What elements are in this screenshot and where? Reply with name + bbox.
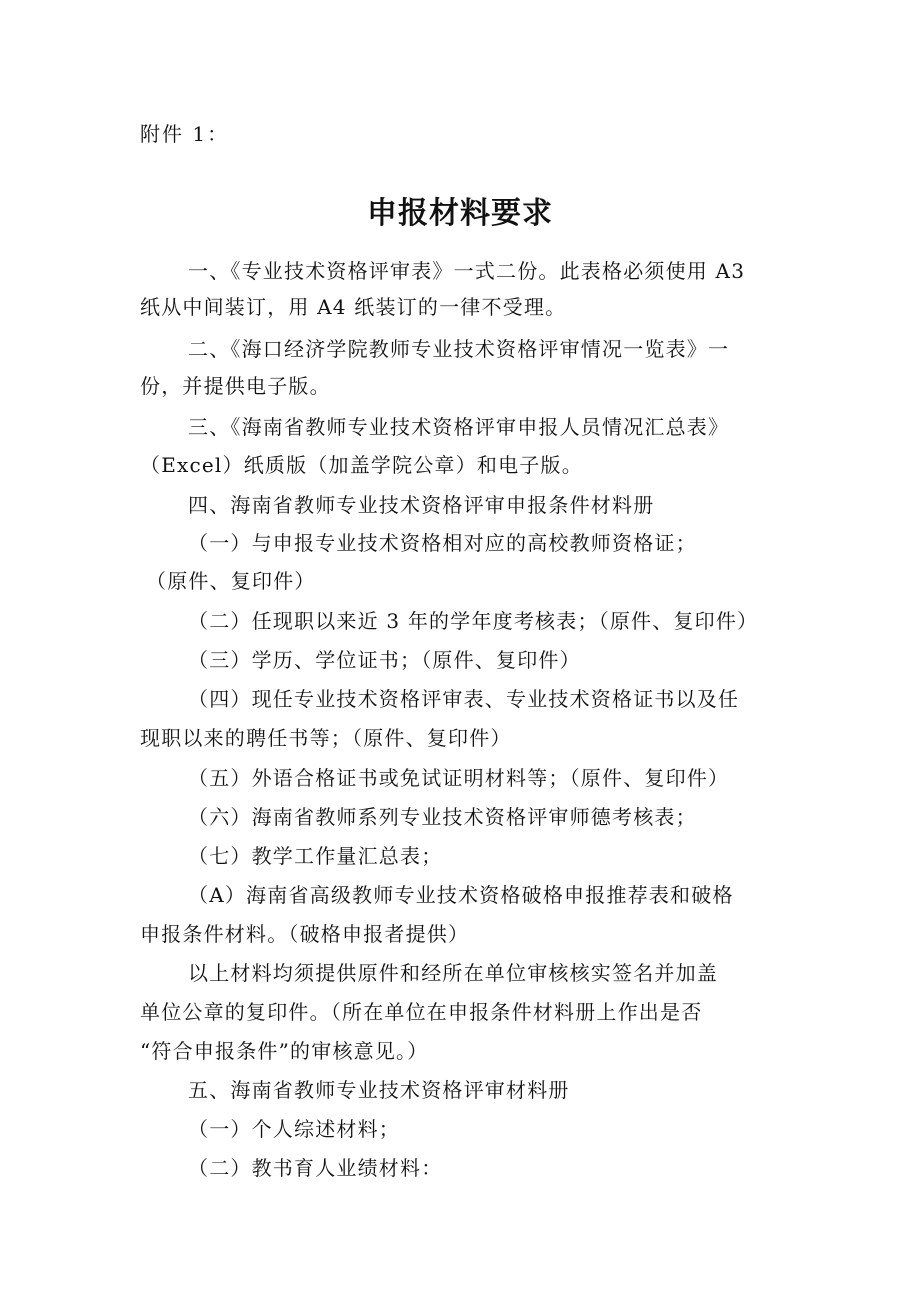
list-item: （一）与申报专业技术资格相对应的高校教师资格证；	[188, 531, 697, 555]
paragraph-line: 以上材料均须提供原件和经所在单位审核核实签名并加盖	[188, 961, 718, 985]
document-title: 申报材料要求	[367, 196, 553, 231]
list-item-continuation: （原件、复印件）	[146, 569, 316, 593]
list-item: （A）海南省高级教师专业技术资格破格申报推荐表和破格	[188, 883, 734, 907]
list-item: （三）学历、学位证书；（原件、复印件）	[188, 648, 581, 672]
paragraph-line: （Excel）纸质版（加盖学院公章）和电子版。	[140, 453, 583, 477]
section-heading: 四、海南省教师专业技术资格评审申报条件材料册	[188, 493, 655, 517]
attachment-label: 附件 1：	[140, 122, 230, 146]
paragraph-line: 纸从中间装订，用 A4 纸装订的一律不受理。	[140, 295, 567, 319]
list-item: （七）教学工作量汇总表；	[188, 844, 443, 868]
list-item: （六）海南省教师系列专业技术资格评审师德考核表；	[188, 805, 697, 829]
list-item-continuation: 申报条件材料。（破格申报者提供）	[140, 922, 470, 946]
list-item: （一）个人综述材料；	[188, 1117, 400, 1141]
list-item: （五）外语合格证书或免试证明材料等；（原件、复印件）	[188, 766, 730, 790]
paragraph-line: 三、《海南省教师专业技术资格评审申报人员情况汇总表》	[188, 415, 730, 439]
paragraph-line: 一、《专业技术资格评审表》一式二份。此表格必须使用 A3	[188, 259, 746, 283]
paragraph-line: 二、《海口经济学院教师专业技术资格评审情况一览表》一	[188, 337, 730, 361]
paragraph-line: 单位公章的复印件。（所在单位在申报条件材料册上作出是否	[140, 1000, 703, 1024]
paragraph-line: 份，并提供电子版。	[140, 374, 331, 398]
list-item-continuation: 现职以来的聘任书等；（原件、复印件）	[140, 726, 512, 750]
list-item: （二）任现职以来近 3 年的学年度考核表；（原件、复印件）	[188, 609, 759, 633]
list-item: （四）现任专业技术资格评审表、专业技术资格证书以及任	[188, 687, 740, 711]
section-heading: 五、海南省教师专业技术资格评审材料册	[188, 1078, 570, 1102]
paragraph-line: “符合申报条件”的审核意见。）	[140, 1039, 429, 1063]
list-item: （二）教书育人业绩材料：	[188, 1156, 443, 1180]
